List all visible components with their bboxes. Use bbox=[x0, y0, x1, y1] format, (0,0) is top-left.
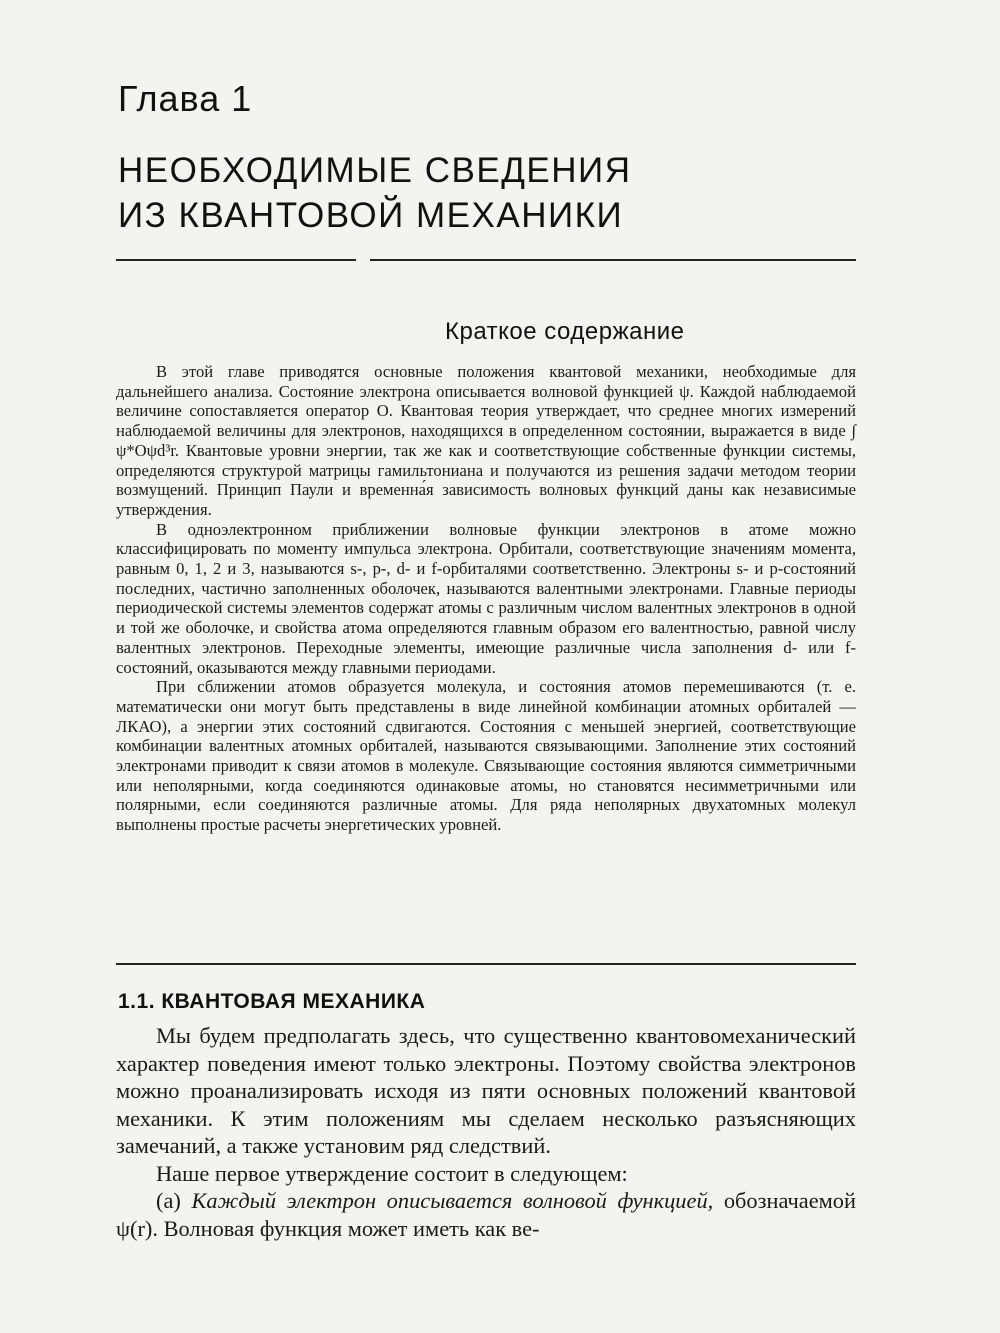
summary-divider bbox=[116, 963, 856, 965]
list-marker: (а) bbox=[156, 1188, 181, 1213]
summary-paragraph: В этой главе приводятся основные положения квантовой механики, необходимые для дальнейшего анализа. Состояние электрона описывается волновой функцией ψ. Каждой наблюдаемой величине сопоставляется оператор O. Квантовая теория утверждает, что среднее многих измерений наблюдаемой величины для электронов, находящихся в определенном состоянии, выражается в виде ∫ ψ*Oψd³r. Квантовые уровни энергии, так же как и соответствующие собственные функции системы, определяются структурой матрицы гамильтониана и получаются из решения задачи методом теории возмущений. Принцип Паули и временна́я зависимость волновых функций даны как независимые утверждения. bbox=[116, 362, 856, 519]
section-heading: 1.1. КВАНТОВАЯ МЕХАНИКА bbox=[118, 990, 426, 1013]
summary-paragraph: При сближении атомов образуется молекула, и состояния атомов перемешиваются (т. е. математически они могут быть представлены в виде линейной комбинации атомных орбиталей — ЛКАО), а энергии этих состояний сдвигаются. Состояния с меньшей энергией, соответствующие комбинации валентных атомных орбиталей, называются связывающими. Заполнение этих состояний электронами приводит к связи атомов в молекуле. Связывающие состояния являются симметричными или неполярными, когда соединяются одинаковые атомы, но становятся несимметричными или полярными, если соединяются различные атомы. Для ряда неполярных двухатомных молекул выполнены простые расчеты энергетических уровней. bbox=[116, 677, 856, 835]
emphasized-statement: Каждый электрон описывается волновой функцией, bbox=[191, 1188, 714, 1213]
chapter-title-line-1: НЕОБХОДИМЫЕ СВЕДЕНИЯ bbox=[118, 151, 632, 190]
title-divider-left bbox=[116, 259, 356, 261]
body-paragraph: Мы будем предполагать здесь, что существенно квантовомеханический характер поведения имеют только электроны. Поэтому свойства электронов можно проанализировать исходя из пяти основных положений квантовой механики. К этим положениям мы сделаем несколько разъясняющих замечаний, а также установим ряд следствий. bbox=[116, 1023, 856, 1158]
body-paragraph: Наше первое утверждение состоит в следующем: bbox=[156, 1160, 628, 1186]
summary-block bbox=[116, 362, 856, 835]
chapter-title bbox=[118, 148, 878, 238]
list-item-continuation: обозначаемой ψ(r). Волновая функция может иметь как ве- bbox=[116, 1188, 856, 1241]
chapter-label: Глава 1 bbox=[118, 78, 253, 119]
chapter-title-line-2: ИЗ КВАНТОВОЙ МЕХАНИКИ bbox=[118, 196, 624, 235]
section-body bbox=[116, 1022, 856, 1242]
list-item-a bbox=[116, 1187, 856, 1242]
title-divider-right bbox=[370, 259, 856, 261]
summary-paragraph: В одноэлектронном приближении волновые функции электронов в атоме можно классифицировать по моменту импульса электрона. Орбитали, соответствующие значениям момента, равным 0, 1, 2 и 3, называются s-, p-, d- и f-орбиталями соответственно. Электроны s- и p-состояний последних, частично заполненных оболочек, называются валентными электронами. Главные периоды периодической системы элементов содержат атомы с различным числом валентных электронов в одной и той же оболочке, и свойства атома определяются главным образом его валентностью, равной числу валентных электронов. Переходные элементы, имеющие различные числа заполнения d- или f-состояний, оказываются между главными периодами. bbox=[116, 519, 856, 677]
summary-heading: Краткое содержание bbox=[445, 318, 685, 345]
